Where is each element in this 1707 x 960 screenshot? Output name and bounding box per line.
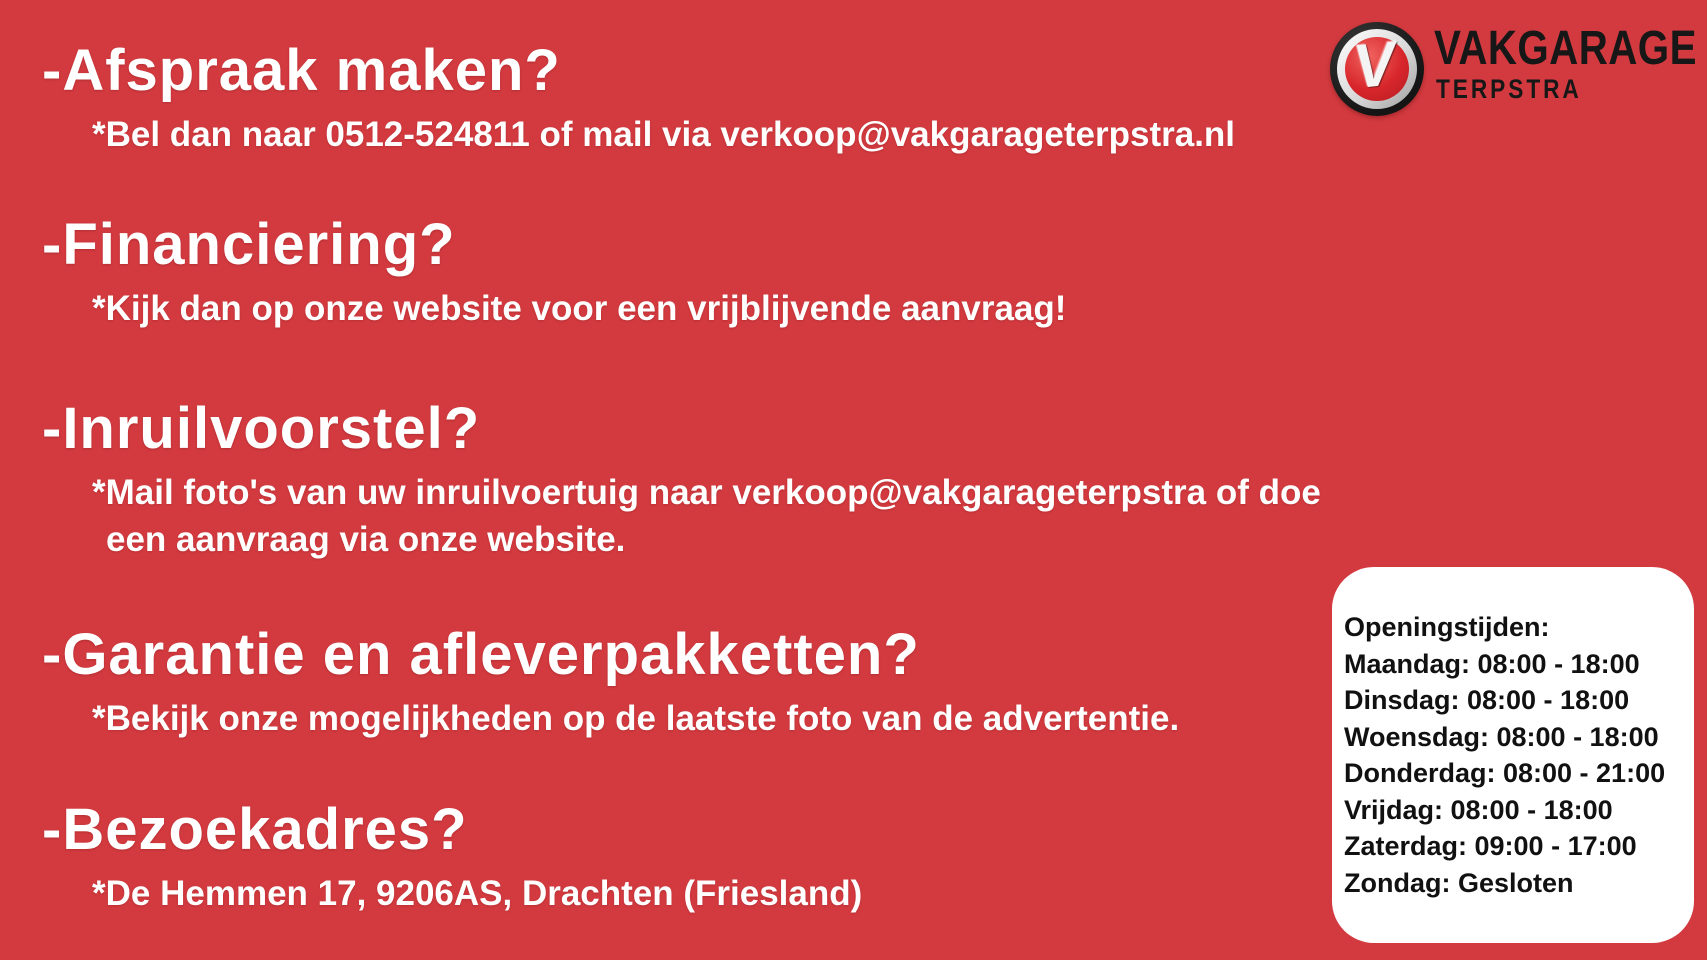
warranty-subtext bbox=[92, 695, 1179, 742]
trade-in-info-line-2: een aanvraag via onze website. bbox=[106, 520, 626, 559]
section-visiting-address bbox=[42, 797, 862, 917]
warranty-heading: -Garantie en afleverpakketten? bbox=[42, 622, 920, 687]
opening-hours-title: Openingstijden: bbox=[1344, 612, 1550, 642]
badge-v-letter: V bbox=[1350, 29, 1399, 103]
opening-hours-monday: Maandag: 08:00 - 18:00 bbox=[1344, 648, 1640, 679]
visiting-address-heading: -Bezoekadres? bbox=[42, 797, 468, 862]
opening-hours-card bbox=[1332, 567, 1694, 943]
vakgarage-v-badge-icon bbox=[1330, 22, 1424, 116]
opening-hours-friday: Vrijdag: 08:00 - 18:00 bbox=[1344, 794, 1613, 825]
opening-hours-sunday: Zondag: Gesloten bbox=[1344, 867, 1574, 898]
appointment-contact-line: *Bel dan naar 0512-524811 of mail via verkoop@vakgarageterpstra.nl bbox=[92, 115, 1236, 154]
brand-subname: TERPSTRA bbox=[1436, 74, 1582, 104]
trade-in-info-line-1: *Mail foto's van uw inruilvoertuig naar verkoop@vakgarageterpstra of doe bbox=[92, 473, 1321, 512]
appointment-heading: -Afspraak maken? bbox=[42, 38, 561, 103]
section-trade-in bbox=[42, 396, 1321, 563]
section-financing bbox=[42, 212, 1066, 332]
warranty-info-line: *Bekijk onze mogelijkheden op de laatste foto van de advertentie. bbox=[92, 699, 1180, 738]
opening-hours-thursday: Donderdag: 08:00 - 21:00 bbox=[1344, 758, 1666, 788]
opening-hours-wednesday: Woensdag: 08:00 - 18:00 bbox=[1344, 721, 1659, 752]
brand-logo bbox=[1330, 22, 1707, 116]
section-appointment bbox=[42, 38, 1235, 158]
brand-name: VAKGARAGE bbox=[1434, 22, 1697, 75]
appointment-subtext bbox=[92, 111, 1235, 158]
opening-hours-tuesday: Dinsdag: 08:00 - 18:00 bbox=[1344, 685, 1630, 715]
visiting-address-subtext bbox=[92, 870, 862, 917]
badge-red-core bbox=[1345, 29, 1409, 103]
section-warranty bbox=[42, 622, 1179, 742]
financing-subtext bbox=[92, 285, 1066, 332]
brand-logo-text bbox=[1434, 22, 1707, 104]
financing-info-line: *Kijk dan op onze website voor een vrijblijvende aanvraag! bbox=[92, 289, 1067, 328]
trade-in-subtext bbox=[92, 469, 1321, 563]
trade-in-heading: -Inruilvoorstel? bbox=[42, 396, 481, 461]
opening-hours-saturday: Zaterdag: 09:00 - 17:00 bbox=[1344, 831, 1637, 861]
financing-heading: -Financiering? bbox=[42, 212, 456, 277]
visiting-address-line: *De Hemmen 17, 9206AS, Drachten (Friesland) bbox=[92, 874, 863, 913]
